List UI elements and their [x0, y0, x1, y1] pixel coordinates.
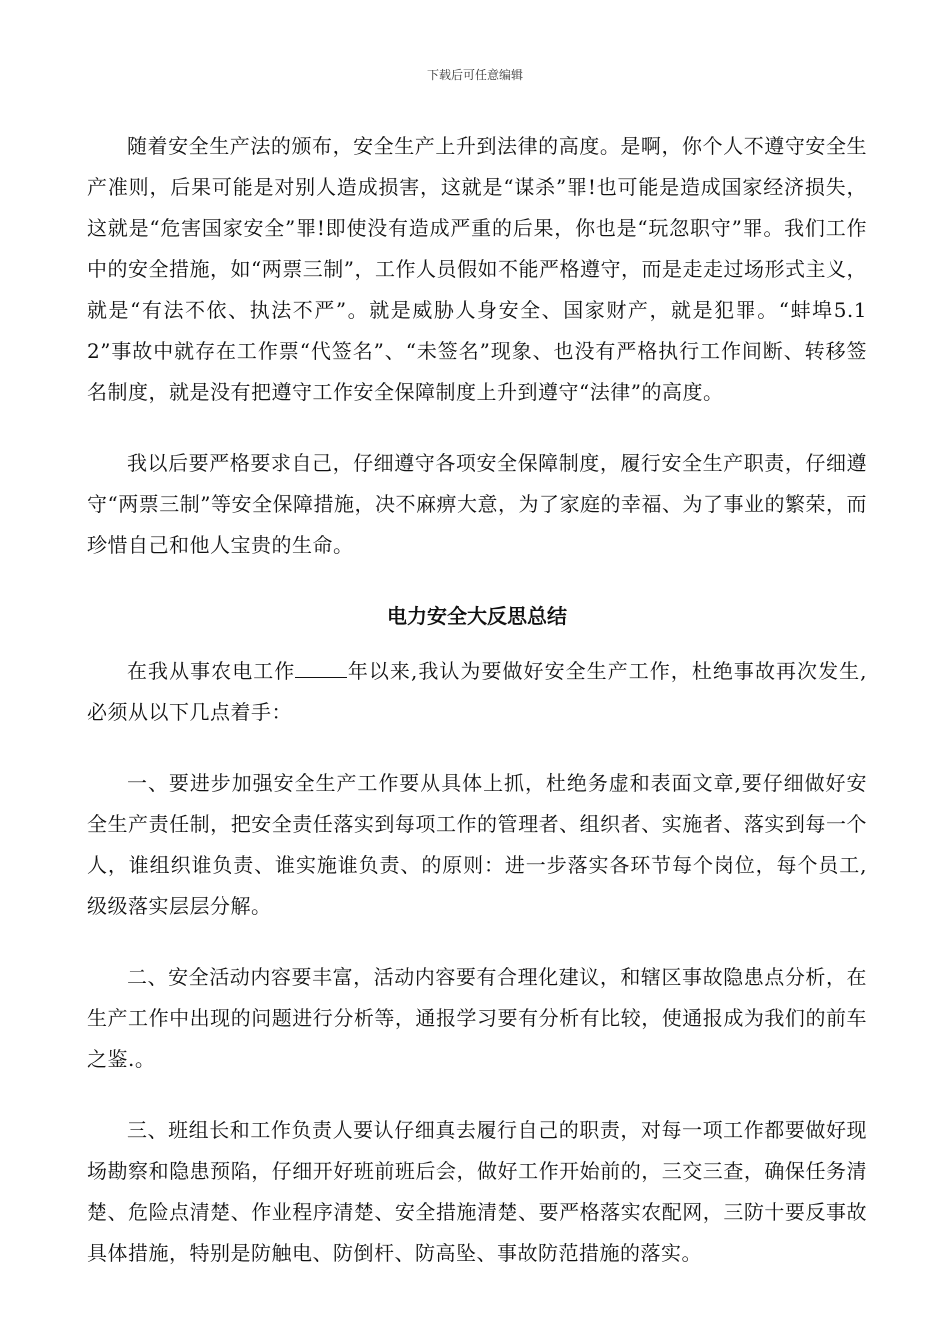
- paragraph-commitment: 我以后要严格要求自己，仔细遵守各项安全保障制度，履行安全生产职责，仔细遵守“两票三制”等安全保障措施，决不麻痹大意，为了家庭的幸福、为了事业的繁荣，而珍惜自己和他人宝贵的生命。: [87, 451, 867, 557]
- paragraph-law: 随着安全生产法的颁布，安全生产上升到法律的高度。是啊，你个人不遵守安全生产准则，后果可能是对别人造成损害，这就是“谋杀”罪!也可能是造成国家经济损失，这就是“危害国家安全”罪!即使没有造成严重的后果，你也是“玩忽职守”罪。我们工作中的安全措施，如“两票三制”，工作人员假如不能严格遵守，而是走走过场形式主义，就是“有法不依、执法不严”。就是威胁人身安全、国家财产，就是犯罪。“蚌埠5.12”事故中就存在工作票“代签名”、“未签名”现象、也没有严格执行工作间断、转移签名制度，就是没有把遵守工作安全保障制度上升到遵守“法律”的高度。: [87, 134, 867, 404]
- document-body: [87, 126, 867, 1274]
- paragraph-point-1: 一、要进步加强安全生产工作要从具体上抓，杜绝务虚和表面文章,要仔细做好安全生产责任制，把安全责任落实到每项工作的管理者、组织者、实施者、落实到每一个人，谁组织谁负责、谁实施谁负责、的原则：进一步落实各环节每个岗位，每个员工,级级落实层层分解。: [87, 771, 867, 918]
- paragraph-point-2: 二、安全活动内容要丰富，活动内容要有合理化建议，和辖区事故隐患点分析，在生产工作中出现的问题进行分析等，通报学习要有分析有比较，使通报成为我们的前车之鉴.。: [87, 965, 867, 1071]
- intro-text-after: 年以来,我认为要做好安全生产工作，杜绝事故再次发生,必须从以下几点着手：: [87, 659, 868, 724]
- blank-underline: [295, 659, 347, 678]
- header-note: 下载后可任意编辑: [426, 68, 523, 82]
- section-title: 电力安全大反思总结: [387, 604, 567, 628]
- paragraph-intro: [87, 651, 867, 733]
- intro-text-before: 在我从事农电工作: [127, 659, 296, 683]
- paragraph-point-3: 三、班组长和工作负责人要认仔细真去履行自己的职责，对每一项工作都要做好现场勘察和隐患预陷，仔细开好班前班后会，做好工作开始前的，三交三查，确保任务清楚、危险点清楚、作业程序清楚、安全措施清楚、要严格落实农配网，三防十要反事故具体措施，特别是防触电、防倒杆、防高坠、事故防范措施的落实。: [87, 1118, 867, 1265]
